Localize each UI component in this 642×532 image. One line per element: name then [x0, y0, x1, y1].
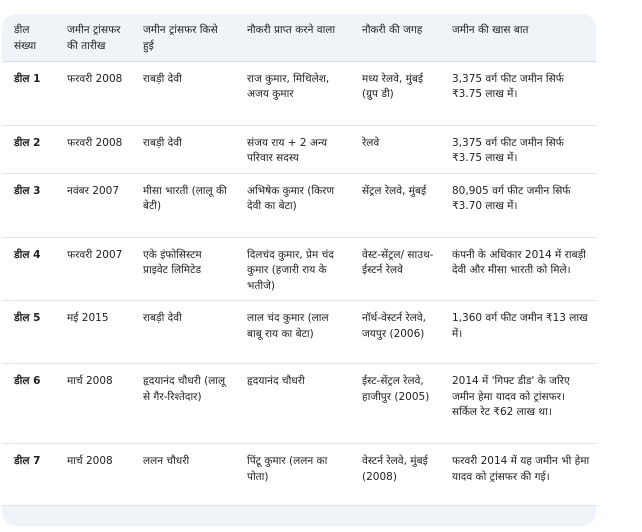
cell-date: मार्च 2008 — [55, 364, 131, 444]
header-job-location: नौकरी की जगह — [350, 14, 440, 61]
cell-detail: 2014 में 'गिफ्ट डीड' के जरिए जमीन हेमा यादव को ट्रांसफर। सर्किल रेट ₹62 लाख था। — [440, 364, 596, 444]
cell-date: नवंबर 2007 — [55, 173, 131, 237]
table-row — [2, 364, 596, 444]
cell-transferee: हृदयानंद चौधरी (लालू से गैर-रिश्तेदार) — [131, 364, 235, 444]
cell-recipient: पिंटू कुमार (ललन का पोता) — [235, 444, 350, 506]
cell-date: फरवरी 2008 — [55, 61, 131, 125]
cell-deal: डील 1 — [2, 61, 55, 125]
cell-recipient: लाल चंद कुमार (लाल बाबू राय का बेटा) — [235, 301, 350, 364]
table-row — [2, 125, 596, 173]
table-row — [2, 173, 596, 237]
table-row — [2, 237, 596, 301]
cell-location: रेलवे — [350, 125, 440, 173]
table-row — [2, 61, 596, 125]
cell-location: मध्य रेलवे, मुंबई (ग्रुप डी) — [350, 61, 440, 125]
land-for-jobs-table — [2, 14, 596, 506]
cell-location: नॉर्थ-वेस्टर्न रेलवे, जयपुर (2006) — [350, 301, 440, 364]
table-row — [2, 301, 596, 364]
cell-location: वेस्ट-सेंट्रल/ साउथ-ईस्टर्न रेलवे — [350, 237, 440, 301]
cell-detail: कंपनी के अधिकार 2014 में राबड़ी देवी और मीसा भारती को मिले। — [440, 237, 596, 301]
cell-transferee: मीसा भारती (लालू की बेटी) — [131, 173, 235, 237]
header-deal-number: डील संख्या — [2, 14, 55, 61]
cell-transferee: एके इंफोसिस्टम प्राइवेट लिमिटेड — [131, 237, 235, 301]
cell-date: फरवरी 2007 — [55, 237, 131, 301]
cell-recipient: हृदयानंद चौधरी — [235, 364, 350, 444]
header-land-detail: जमीन की खास बात — [440, 14, 596, 61]
cell-location: वेस्टर्न रेलवे, मुंबई (2008) — [350, 444, 440, 506]
cell-transferee: राबड़ी देवी — [131, 125, 235, 173]
cell-deal: डील 4 — [2, 237, 55, 301]
cell-transferee: ललन चौधरी — [131, 444, 235, 506]
header-transfer-date: जमीन ट्रांसफर की तारीख — [55, 14, 131, 61]
cell-transferee: राबड़ी देवी — [131, 61, 235, 125]
card-bottom-edge — [2, 520, 596, 526]
cell-date: मई 2015 — [55, 301, 131, 364]
cell-recipient: संजय राय + 2 अन्य परिवार सदस्य — [235, 125, 350, 173]
cell-transferee: राबड़ी देवी — [131, 301, 235, 364]
cell-deal: डील 2 — [2, 125, 55, 173]
cell-recipient: अभिषेक कुमार (किरण देवी का बेटा) — [235, 173, 350, 237]
table-header-row — [2, 14, 596, 61]
cell-detail: 1,360 वर्ग फीट जमीन ₹13 लाख में। — [440, 301, 596, 364]
cell-detail: फरवरी 2014 में यह जमीन भी हेमा यादव को ट्रांसफर की गई। — [440, 444, 596, 506]
cell-detail: 80,905 वर्ग फीट जमीन सिर्फ ₹3.70 लाख में। — [440, 173, 596, 237]
cell-detail: 3,375 वर्ग फीट जमीन सिर्फ ₹3.75 लाख में। — [440, 61, 596, 125]
table-row — [2, 444, 596, 506]
cell-deal: डील 5 — [2, 301, 55, 364]
cell-deal: डील 3 — [2, 173, 55, 237]
header-transferred-to: जमीन ट्रांसफर किसे हुई — [131, 14, 235, 61]
cell-location: ईस्ट-सेंट्रल रेलवे, हाजीपुर (2005) — [350, 364, 440, 444]
data-table-card — [2, 14, 596, 526]
cell-date: मार्च 2008 — [55, 444, 131, 506]
cell-deal: डील 6 — [2, 364, 55, 444]
cell-date: फरवरी 2008 — [55, 125, 131, 173]
header-job-recipient: नौकरी प्राप्त करने वाला — [235, 14, 350, 61]
cell-deal: डील 7 — [2, 444, 55, 506]
cell-detail: 3,375 वर्ग फीट जमीन सिर्फ ₹3.75 लाख में। — [440, 125, 596, 173]
cell-location: सेंट्रल रेलवे, मुंबई — [350, 173, 440, 237]
cell-recipient: राज कुमार, मिथिलेश, अजय कुमार — [235, 61, 350, 125]
cell-recipient: दिलचंद कुमार, प्रेम चंद कुमार (हजारी राय के भतीजे) — [235, 237, 350, 301]
